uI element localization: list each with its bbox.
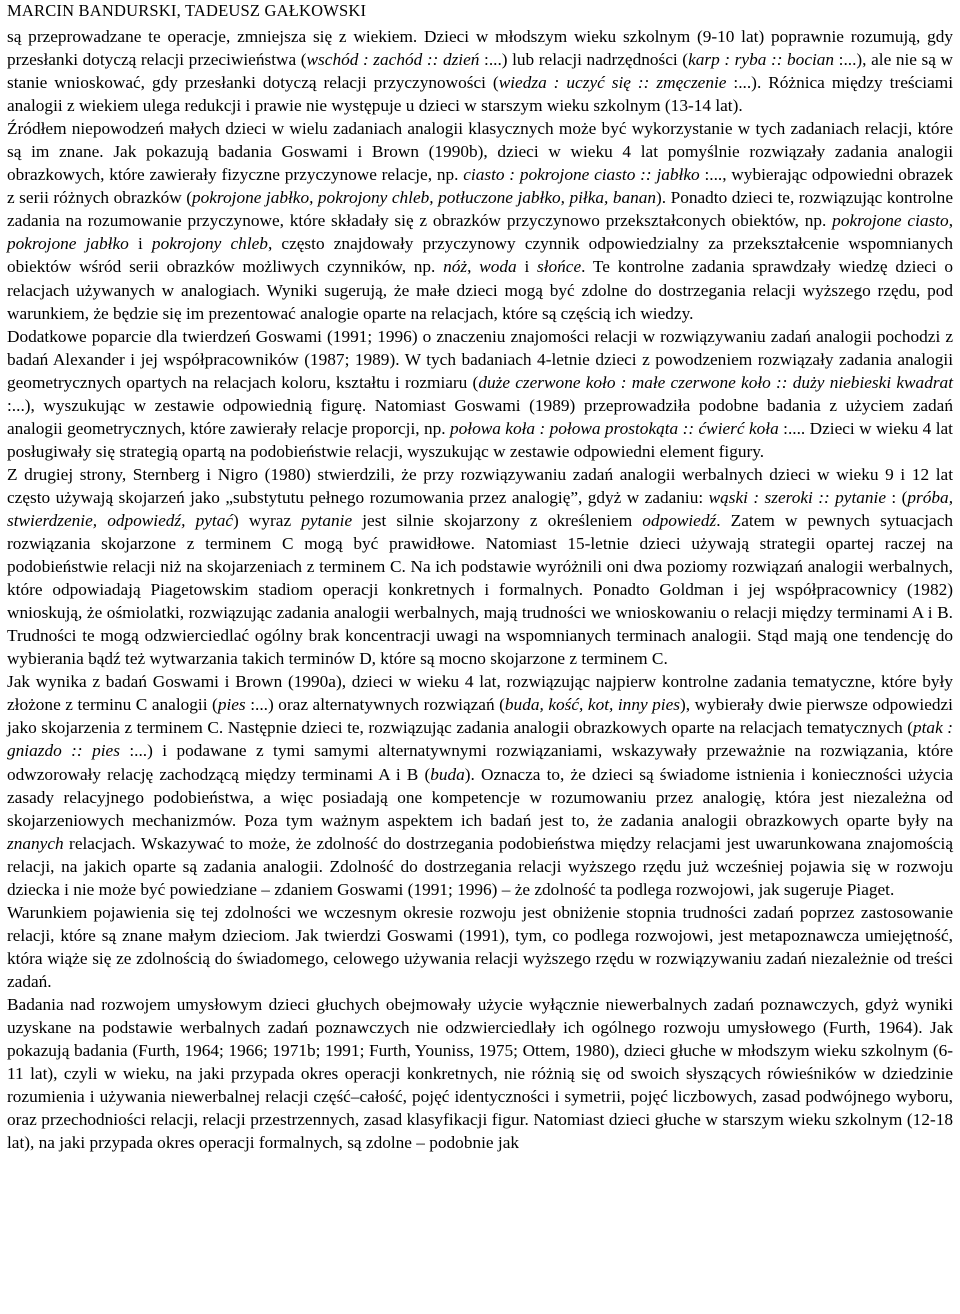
text-run: ). Oznacza to, że dzieci są świadome istnienia i konieczności użycia zasady relacyjnego podobieństwa, a więc posiadają one kompetencje w rozumowaniu przez analogię, która jest niezależna od skojarzeniowych mechanizmów. Poza tym ważnym aspektem ich badań jest to, że zadania analogii obrazkowych oparte były na — [7, 764, 953, 830]
italic-text-run: odpowiedź — [642, 510, 717, 530]
italic-text-run: ptak : gniazdo :: pies — [7, 718, 953, 761]
italic-text-run: wąski : szeroki :: pytanie — [708, 487, 887, 507]
italic-text-run: wiedza : uczyć się :: zmęczenie — [498, 73, 727, 93]
text-run: Jak wynika z badań Goswami i Brown (1990a), dzieci w wieku 4 lat, rozwiązując najpierw kontrolne zadania tematyczne, które były złożone z terminu C analogii ( — [7, 672, 953, 715]
text-run: , — [467, 257, 480, 277]
italic-text-run: połowa koła : połowa prostokąta :: ćwierć koła — [450, 418, 779, 438]
text-run: ) wyraz — [233, 510, 302, 530]
italic-text-run: wschód : zachód :: dzień — [306, 50, 480, 70]
text-run: :...) oraz alternatywnych rozwiązań ( — [245, 695, 505, 715]
italic-text-run: woda — [479, 257, 517, 277]
italic-text-run: pytanie — [301, 510, 353, 530]
text-run: :...). Różnica między treściami analogii z wiekiem ulega redukcji i prawie nie występuje u dzieci w starszym wieku szkolnym (13-14 lat). — [7, 73, 953, 116]
text-run: :..., wybierając odpowiedni obrazek z serii różnych obrazków ( — [7, 165, 953, 208]
text-run: , — [948, 211, 954, 231]
italic-text-run: ciasto : pokrojone ciasto :: jabłko — [463, 165, 700, 185]
italic-text-run: nóż — [443, 257, 468, 277]
text-run: relacjach. Wskazywać to może, że zdolność do dostrzegania podobieństwa między relacjami jest uwarunkowana znajomością relacji, na jakich oparte są zadania analogii. Zdolność do dostrzegania relacji wyższego rzędu już wcześniej pojawia się w rozwoju dziecka i nie może być powiedziane – zdaniem Goswami (1991; 1996) – że zdolność ta podlega rozwojowi, jak sugeruje Piaget. — [7, 833, 953, 899]
italic-text-run: pokrojone ciasto — [832, 211, 949, 231]
italic-text-run: słońce — [537, 257, 582, 277]
paragraph-4 — [7, 463, 953, 670]
paragraph-3 — [7, 325, 953, 463]
paragraph-2 — [7, 117, 953, 324]
italic-text-run: buda — [430, 764, 465, 784]
text-run: :.... Dzieci w wieku 4 lat posługiwały się strategią opartą na podobieństwie relacji, wyszukując w zestawie odpowiedni element figury. — [7, 418, 953, 461]
article-body — [7, 25, 953, 1154]
text-run: ). Ponadto dzieci te, rozwiązując kontrolne zadania na rozumowanie przyczynowe, które składały się z obrazków przyczynowo przekształconych obiektów, np. — [7, 188, 953, 231]
text-run: jest silnie skojarzony z określeniem — [352, 510, 643, 530]
italic-text-run: znanych — [7, 833, 64, 853]
text-run: :...) i podawane z tymi samymi alternatywnymi rozwiązaniami, wskazywały przeważnie na rozwiązania, które odwzorowały relację zachodzącą między terminami A i B ( — [7, 741, 954, 784]
italic-text-run: duże czerwone koło : małe czerwone koło :: duży niebieski kwadrat — [478, 372, 953, 392]
italic-text-run: pokrojone jabłko — [7, 234, 129, 254]
running-header: MARCIN BANDURSKI, TADEUSZ GAŁKOWSKI — [7, 1, 367, 20]
text-run: i — [128, 234, 152, 254]
text-run: i — [516, 257, 537, 277]
paragraph-6 — [7, 901, 953, 993]
text-run: są przeprowadzane te operacje, zmniejsza się z wiekiem. Dzieci w młodszym wieku szkolnym (9-10 lat) poprawnie rozumują, gdy przesłanki dotyczą relacji przeciwieństwa ( — [7, 27, 953, 70]
text-run: Warunkiem pojawienia się tej zdolności we wczesnym okresie rozwoju jest obniżenie stopnia trudności zadań poprzez zastosowanie relacji, które są znane małym dzieciom. Jak twierdzi Goswami (1991), tym, co podlega rozwojowi, jest metapoznawcza umiejętność, która wiąże się ze zdolnością do świadomego, celowego używania relacji wyższego rzędu w rozwiązywaniu zadań niezależnie od treści zadań. — [7, 902, 953, 991]
text-run: Dodatkowe poparcie dla twierdzeń Goswami (1991; 1996) o znaczeniu znajomości relacji w rozwiązywaniu zadań analogii pochodzi z badań Alexander i jej współpracowników (1987; 1989). W tych badaniach 4-letnie dzieci z powodzeniem rozwiązały zadania analogii geometrycznych opartych na relacjach koloru, kształtu i rozmiaru ( — [7, 326, 953, 392]
italic-text-run: pokrojony chleb — [151, 234, 268, 254]
italic-text-run: pokrojone jabłko, pokrojony chleb, potłuczone jabłko, piłka, banan — [191, 188, 657, 208]
paragraph-7 — [7, 993, 953, 1154]
paragraph-5 — [7, 670, 953, 900]
text-run: ), wybierały dwie pierwsze odpowiedzi jako skojarzenia z terminem C. Następnie dzieci te, rozwiązując zadania analogii obrazkowych oparte na relacjach tematycznych ( — [7, 695, 953, 738]
text-run: Źródłem niepowodzeń małych dzieci w wielu zadaniach analogii klasycznych może być wykorzystanie w tych zadaniach relacji, które są im znane. Jak pokazują badania Goswami i Brown (1990b), dzieci w wieku 4 lat pomyślnie rozwiązały zadania analogii obrazkowych, które zawierały fizyczne przyczynowe relacje, np. — [7, 119, 953, 185]
text-run: Z drugiej strony, Sternberg i Nigro (1980) stwierdzili, że przy rozwiązywaniu zadań analogii werbalnych dzieci w wieku 9 i 12 lat często używają skojarzeń jako „substytutu pełnego rozumowania przez analogię”, gdyż w zadaniu: — [7, 464, 953, 507]
text-run: : ( — [886, 487, 908, 507]
italic-text-run: próba, stwierdzenie, odpowiedź, pytać — [7, 487, 954, 530]
paragraph-1 — [7, 25, 953, 117]
text-run: . Zatem w pewnych sytuacjach rozwiązania skojarzone z terminem C mogą być prawidłowe. Natomiast 15-letnie dzieci używają strategii opartej raczej na podobieństwie relacji niż na skojarzeniach z terminem C. Na ich podstawie wyróżnili oni dwa poziomy rozwiązań analogii werbalnych, które odpowiadają Piagetowskim stadiom operacji konkretnych i formalnych. Ponadto Goldman i jej współpracownicy (1982) wnioskują, że ośmiolatki, rozwiązując zadania analogii werbalnych, mają trudności we wnioskowaniu o relacji między terminami A i B. Trudności te mogą odzwierciedlać ogólny brak koncentracji uwagi na wspomnianych terminach analogii. Stąd mają one tendencję do wybierania bądź też wytwarzania takich terminów D, które są mocno skojarzone z terminem C. — [7, 510, 954, 669]
text-run: Badania nad rozwojem umysłowym dzieci głuchych obejmowały użycie wyłącznie niewerbalnych zadań poznawczych, gdyż wyniki uzyskane na podstawie werbalnych zadań poznawczych nie odzwierciedlały ich ogólnego rozwoju umysłowego (Furth, 1964). Jak pokazują badania (Furth, 1964; 1966; 1971b; 1991; Furth, Youniss, 1975; Ottem, 1980), dzieci głuche w młodszym wieku szkolnym (6-11 lat), czyli w wieku, na jaki przypada okres operacji konkretnych, nie różnią się od swoich słyszących rówieśników w dziedzinie rozumienia i używania niewerbalnej relacji część–całość, pojęć identyczności i symetrii, pojęć liczbowych, zasad podwójnego wyboru, oraz przechodniości relacji, relacji przestrzennych, zasad klasyfikacji figur. Natomiast dzieci głuche w starszym wieku szkolnym (12-18 lat), na jaki przypada okres operacji formalnych, są zdolne – podobnie jak — [7, 994, 953, 1153]
italic-text-run: buda, kość, kot, inny pies — [504, 695, 681, 715]
text-run: . Te kontrolne zadania sprawdzały wiedzę dzieci o relacjach używanych w analogiach. Wyniki sugerują, że małe dzieci mogą być zdolne do dostrzegania relacji wyższego rzędu, pod warunkiem, że będzie się im prezentować analogie oparte na relacjach, które są częścią ich wiedzy. — [7, 257, 953, 323]
text-run: :...), ale nie są w stanie wnioskować, gdy przesłanki dotyczą relacji przyczynowości ( — [7, 50, 953, 93]
italic-text-run: karp : ryba :: bocian — [688, 50, 835, 70]
text-run: :...), wyszukując w zestawie odpowiednią figurę. Natomiast Goswami (1989) przeprowadziła podobne badania z użyciem zadań analogii geometrycznych, które zawierały relacje proporcji, np. — [7, 395, 953, 438]
text-run: :...) lub relacji nadrzędności ( — [479, 50, 689, 70]
italic-text-run: pies — [217, 695, 246, 715]
text-run: , często znajdowały przyczynowy czynnik odpowiedzialny za przekształcenie wspomnianych obiektów wśród serii obrazków możliwych czynników, np. — [7, 234, 954, 277]
